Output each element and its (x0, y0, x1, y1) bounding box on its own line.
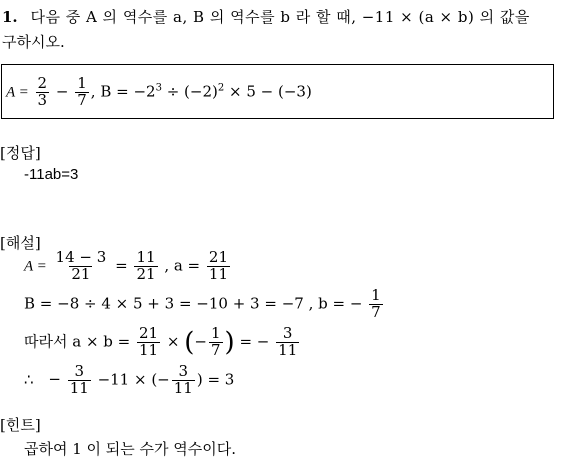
explanation-line-2 (24, 288, 385, 321)
numerator: 21 (208, 248, 229, 266)
fraction (209, 326, 223, 359)
explanation-header: [해설] (0, 234, 41, 252)
hint-header: [힌트] (0, 416, 41, 434)
numerator: 14 − 3 (55, 248, 107, 266)
left-paren: ( (184, 327, 195, 358)
b-computation: B = −8 ÷ 4 × 5 + 3 = −10 + 3 = −7 , b = − (24, 294, 363, 313)
denominator: 11 (173, 378, 193, 397)
numerator: 11 (136, 248, 156, 266)
minus-sign: − (48, 370, 61, 389)
numerator: 1 (210, 324, 221, 342)
explanation-line-3 (24, 326, 301, 359)
fraction (75, 76, 89, 109)
right-paren: ) (224, 327, 235, 358)
final-result: ) = 3 (196, 370, 235, 389)
problem-line-2: 구하시오. (2, 33, 65, 51)
numerator: 2 (37, 74, 48, 92)
denominator: 11 (208, 264, 229, 283)
minus-sign: − (55, 82, 69, 101)
minus-sign: − (194, 332, 207, 351)
fraction (137, 326, 160, 359)
numerator: 3 (282, 324, 293, 342)
denominator: 11 (139, 340, 159, 359)
times-sign: × (166, 332, 180, 351)
a-lhs: A = (6, 84, 29, 101)
denominator: 21 (71, 264, 91, 283)
equals-minus: = − (239, 332, 270, 351)
equals-sign: = (115, 256, 128, 275)
problem-number: 1. (2, 8, 18, 26)
denominator: 7 (371, 302, 381, 321)
denominator: 21 (136, 264, 156, 283)
given-expression (6, 76, 312, 109)
a-lhs: A = (24, 258, 47, 275)
therefore-icon: ∴ (24, 370, 34, 389)
fraction (68, 364, 91, 397)
explanation-line-4 (24, 364, 234, 397)
b-expression-middle: ÷ (−2) (161, 82, 218, 101)
denominator: 11 (278, 340, 298, 359)
fraction (36, 76, 50, 109)
denominator: 7 (210, 340, 221, 359)
denominator: 7 (77, 90, 87, 109)
hint-text: 곱하여 1 이 되는 수가 역수이다. (24, 440, 237, 458)
a-definition: , a = (164, 256, 201, 275)
fraction (134, 250, 157, 283)
fraction (276, 326, 299, 359)
answer-text: -11ab=3 (24, 166, 79, 183)
fraction (369, 288, 383, 321)
denominator: 3 (37, 90, 48, 109)
exponent: 2 (217, 82, 225, 94)
problem-text: 다음 중 A 의 역수를 a, B 의 역수를 b 라 할 때, −11 × (a × b) 의 값을 (30, 8, 530, 26)
exponent: 3 (155, 82, 162, 94)
fraction (172, 364, 195, 397)
product-label: 따라서 a × b = (24, 332, 131, 351)
problem-line-1 (2, 6, 530, 27)
explanation-line-1 (24, 250, 232, 283)
fraction (207, 250, 230, 283)
final-expression: −11 × (− (97, 370, 170, 389)
fraction (54, 250, 109, 283)
answer-header: [정답] (0, 144, 41, 162)
b-expression-end: × 5 − (−3) (224, 82, 312, 101)
denominator: 11 (69, 378, 89, 397)
numerator: 3 (74, 362, 84, 380)
b-expression-start: , B = −2 (90, 82, 156, 101)
numerator: 1 (77, 74, 87, 92)
numerator: 3 (178, 362, 189, 380)
numerator: 21 (139, 324, 159, 342)
numerator: 1 (371, 286, 381, 304)
